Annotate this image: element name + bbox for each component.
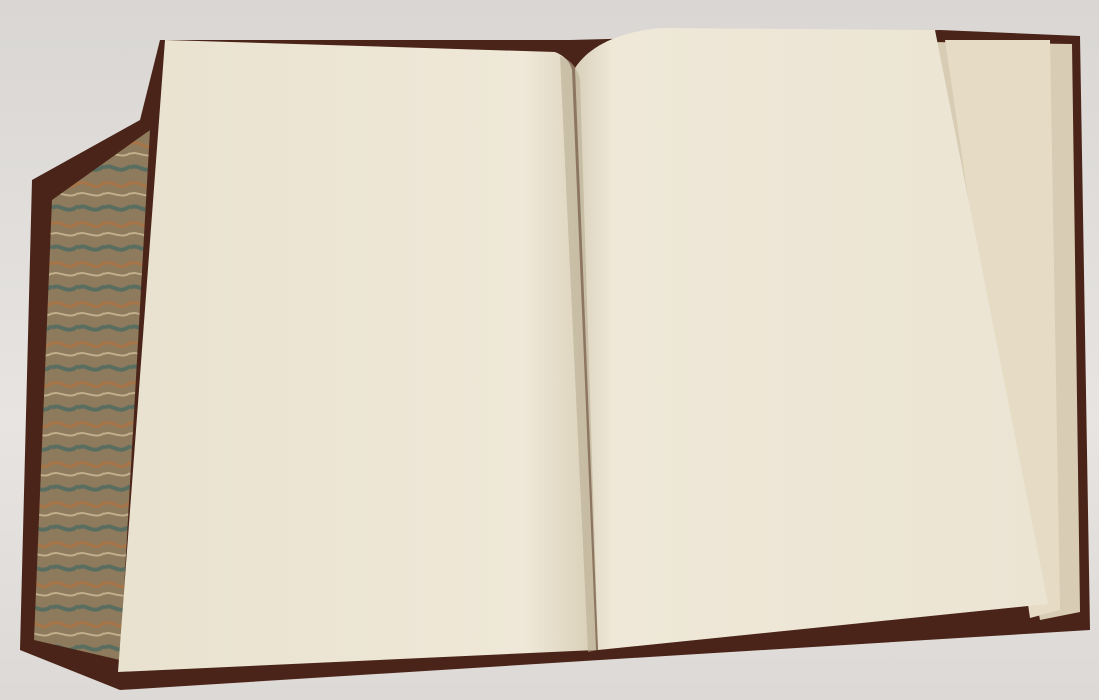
left-page [118,40,596,672]
